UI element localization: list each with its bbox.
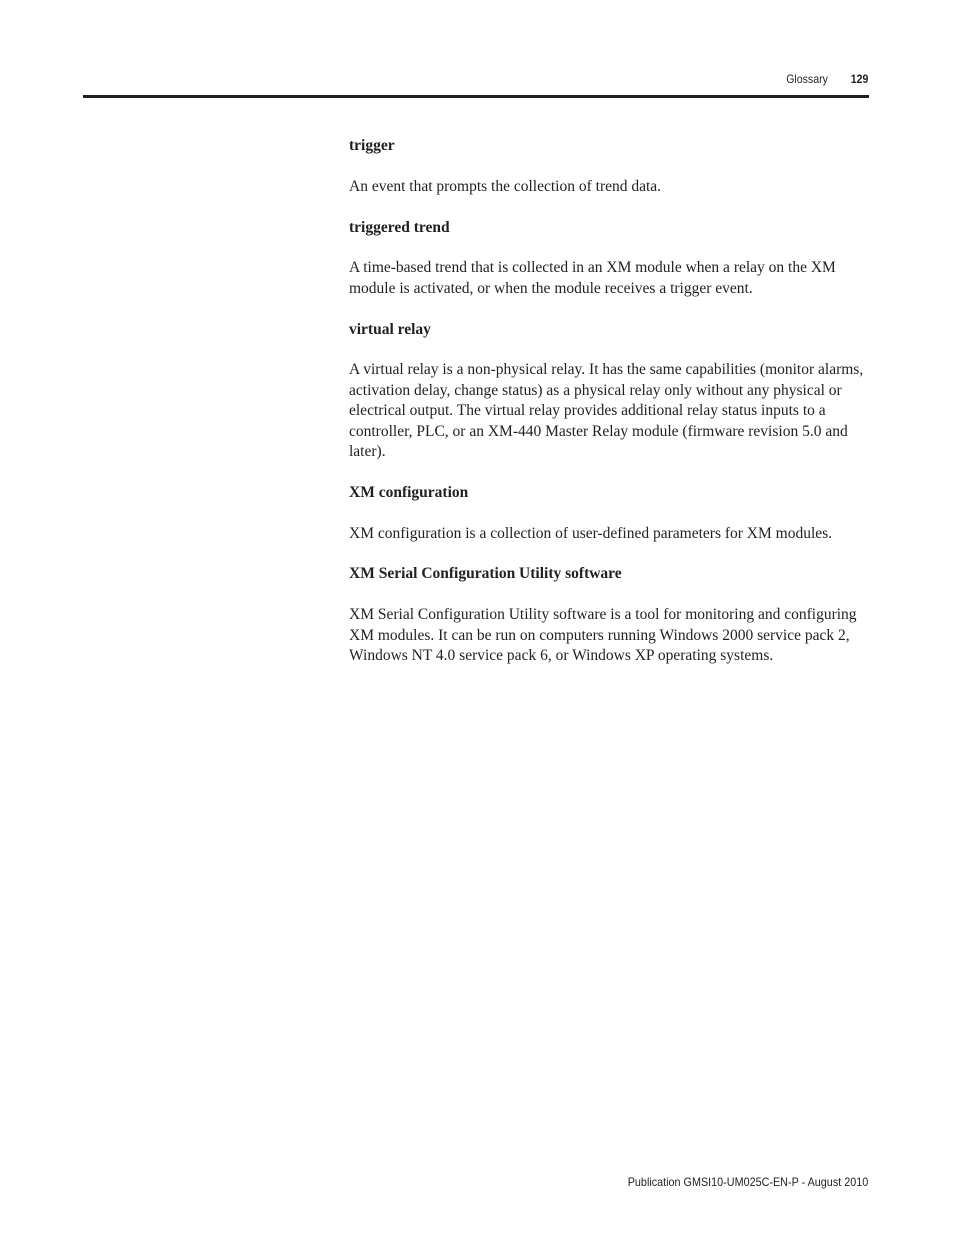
glossary-entry [349, 564, 871, 666]
glossary-term: virtual relay [349, 320, 431, 338]
glossary-term: trigger [349, 137, 395, 154]
section-name: Glossary [785, 72, 828, 86]
glossary-definition: XM configuration is a collection of user-defined parameters for XM modules. [349, 524, 833, 542]
glossary-entry [349, 483, 871, 544]
header-rule [83, 95, 869, 98]
glossary-term: triggered trend [349, 218, 450, 236]
page-number: 129 [850, 72, 868, 86]
glossary-definition: A time-based trend that is collected in an XM module when a relay on the XM module is activated, or when the module receives a trigger event. [349, 259, 836, 297]
page-footer: Publication GMSI10-UM025C-EN-P - August 2010 [627, 1175, 868, 1189]
page-header [786, 72, 868, 86]
glossary-definition: An event that prompts the collection of trend data. [349, 177, 662, 195]
glossary-definition: XM Serial Configuration Utility software is a tool for monitoring and configuring XM modules. It can be run on computers running Windows 2000 service pack 2, Windows NT 4.0 service pack 6, or Windows XP operating systems. [349, 606, 857, 665]
glossary-term: XM configuration [349, 483, 469, 501]
glossary-definition: A virtual relay is a non-physical relay. It has the same capabilities (monitor alarms, activation delay, change status) as a physical relay only without any physical or electrical output. The virtual relay provides additional relay status inputs to a controller, PLC, or an XM-440 Master Relay module (firmware revision 5.0 and later). [349, 361, 864, 461]
glossary-entry [349, 320, 871, 463]
glossary-entry [349, 136, 871, 197]
glossary-term: XM Serial Configuration Utility software [349, 565, 622, 583]
glossary-content [349, 136, 871, 687]
glossary-entry [349, 218, 871, 300]
